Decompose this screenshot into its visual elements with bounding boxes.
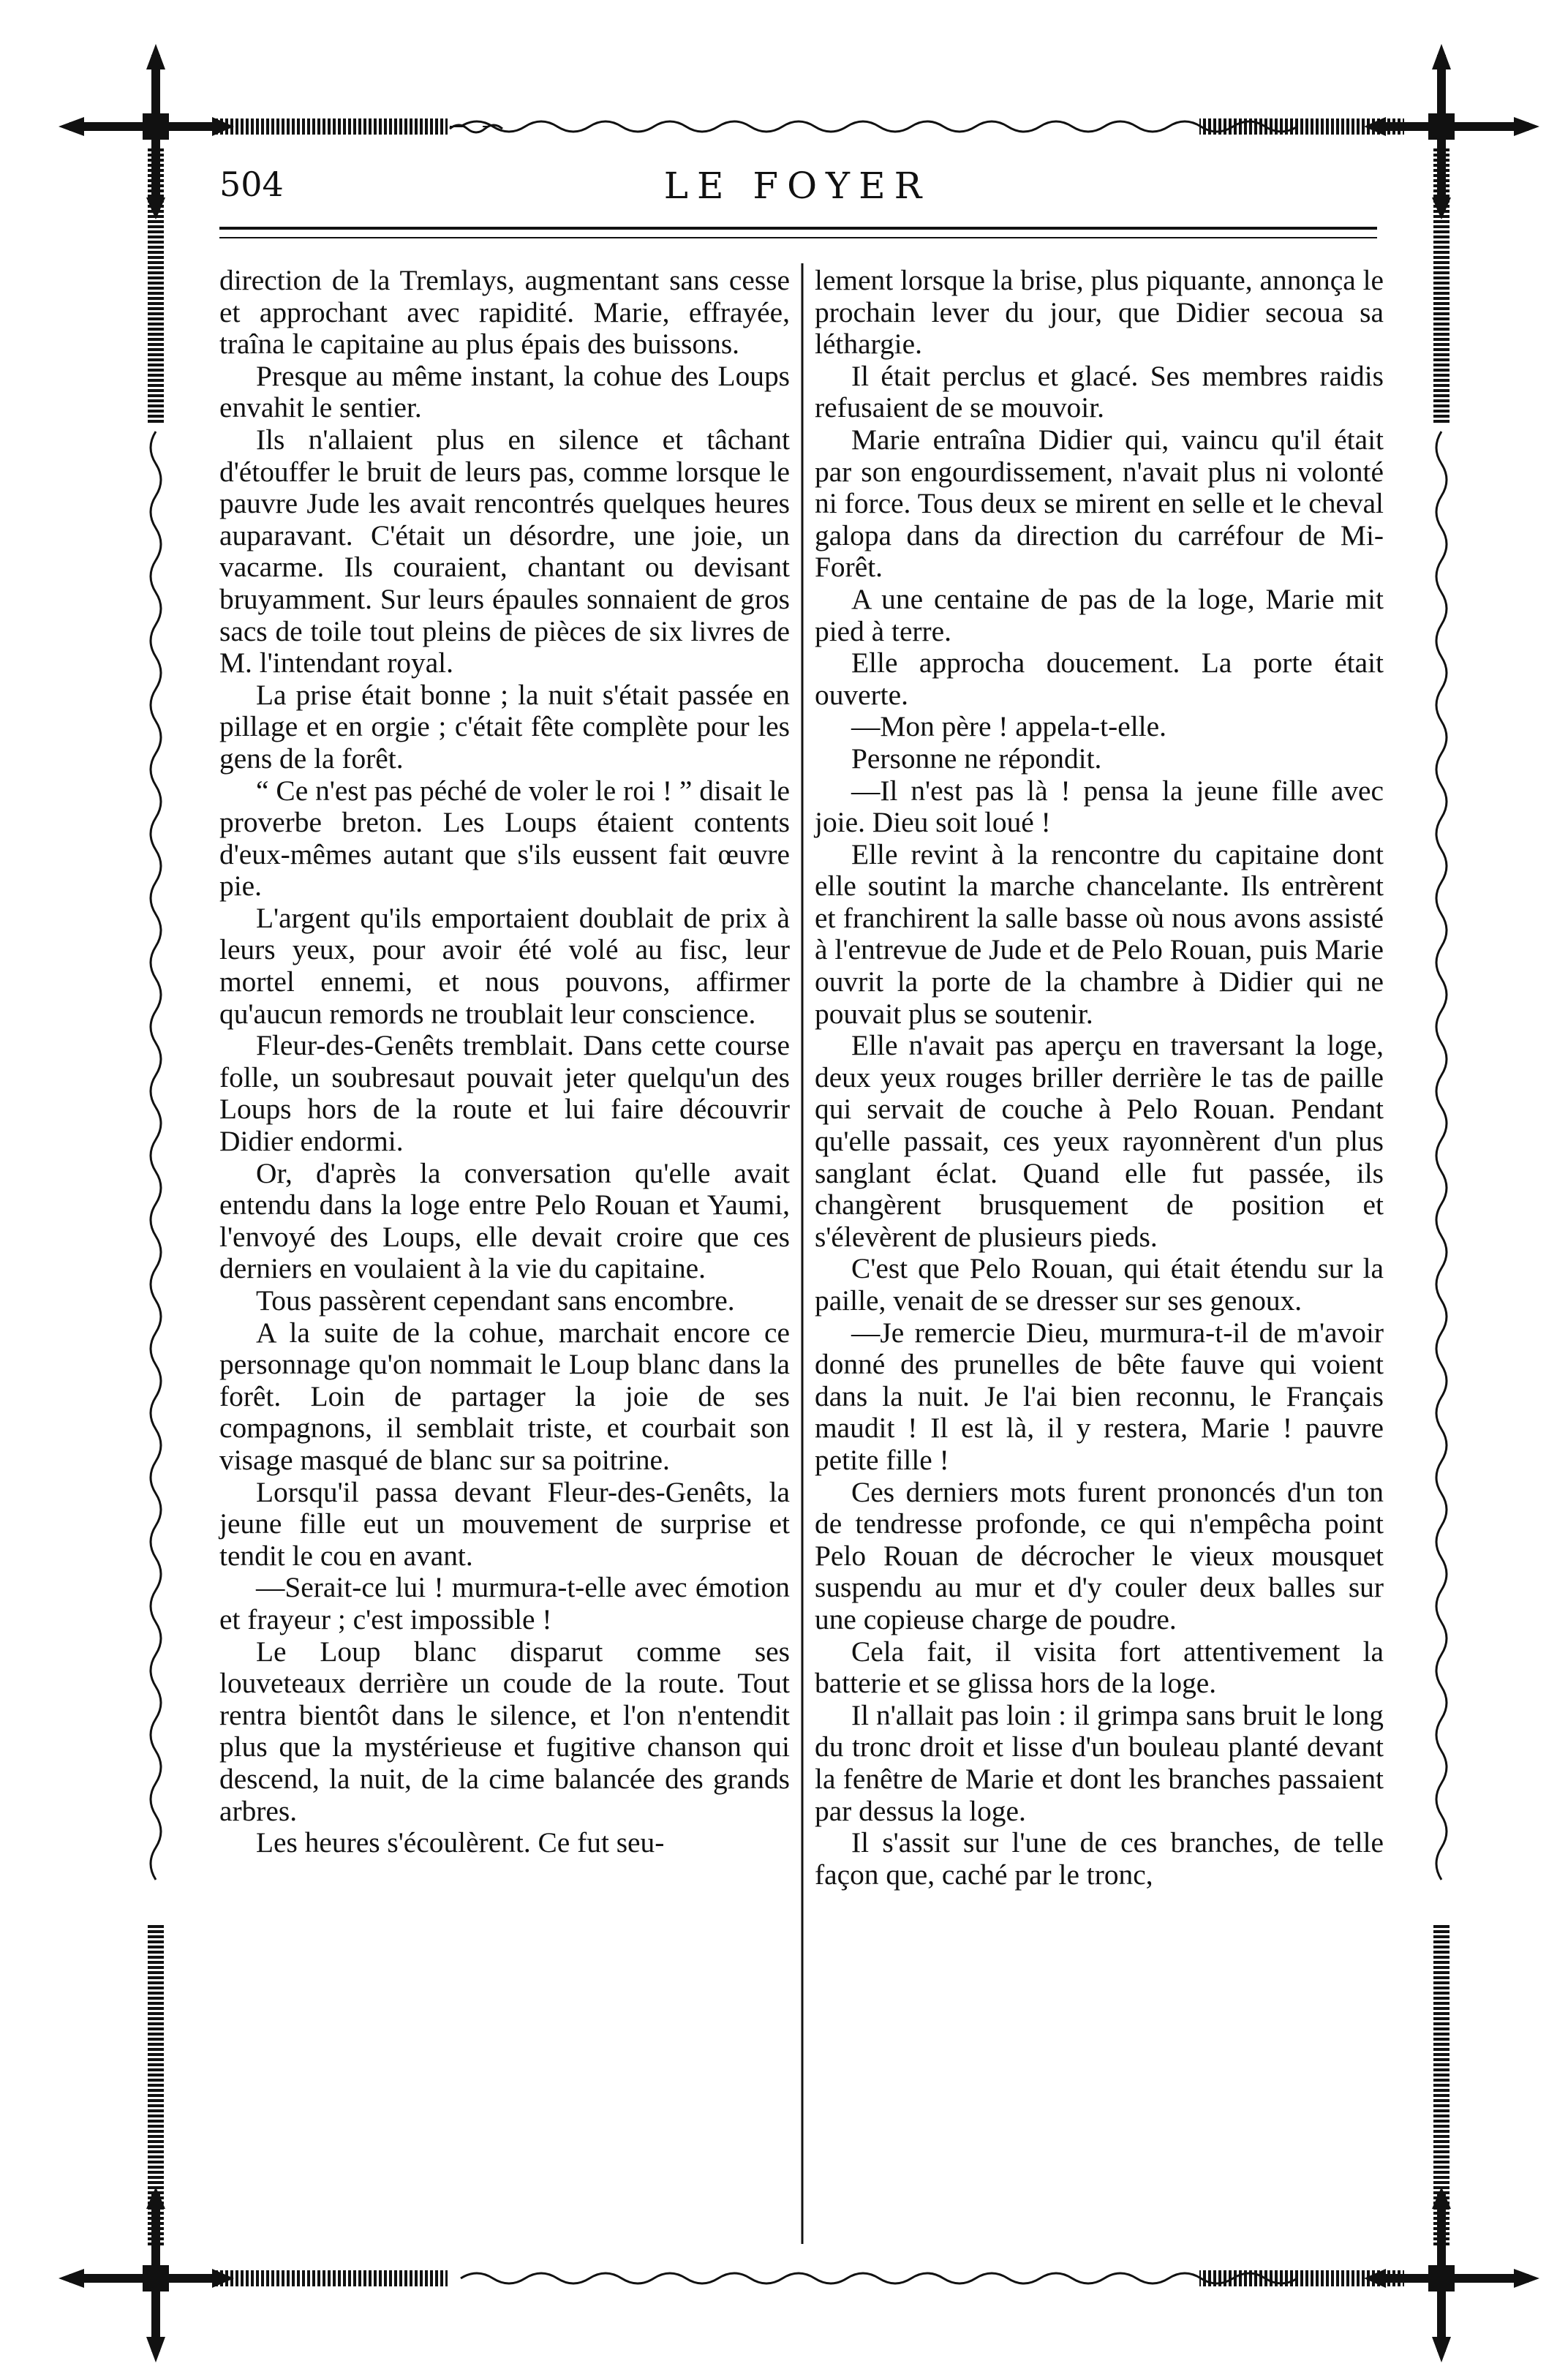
paragraph: Il s'assit sur l'une de ces branches, de telle façon que, caché par le tronc, bbox=[815, 1826, 1384, 1891]
page-header bbox=[219, 165, 1375, 216]
paragraph: Fleur-des-Genêts tremblait. Dans cette course folle, un soubresaut pouvait jeter quelqu'un des Loups hors de la route et lui faire découvrir Didier endormi. bbox=[219, 1029, 790, 1158]
paragraph: Ils n'allaient plus en silence et tâchant d'étouffer le bruit de leurs pas, comme lorsque le pauvre Jude les avait rencontrés quelques heures auparavant. C'était un désordre, une joie, un vacarme. Ils couraient, chantant ou devisant bruyamment. Sur leurs épaules sonnaient de gros sacs de toile tout pleins de pièces de six livres de M. l'intendant royal. bbox=[219, 423, 790, 679]
paragraph: Cela fait, il visita fort attentivement la batterie et se glissa hors de la loge. bbox=[815, 1635, 1384, 1700]
paragraph: Or, d'après la conversation qu'elle avait entendu dans la loge entre Pelo Rouan et Yaumi, l'envoyé des Loups, elle devait croire que ces derniers en voulaient à la vie du capitaine. bbox=[219, 1156, 790, 1285]
paragraph: —Il n'est pas là ! pensa la jeune fille avec joie. Dieu soit loué ! bbox=[815, 774, 1384, 839]
left-column bbox=[219, 265, 790, 1859]
top-border bbox=[214, 118, 1404, 135]
paragraph: Les heures s'écoulèrent. Ce fut seu- bbox=[256, 1826, 665, 1859]
paragraph: Il n'allait pas loin : il grimpa sans bruit le long du tronc droit et lisse d'un bouleau planté devant la fenêtre de Marie et dont les branches passaient par dessus la loge. bbox=[815, 1698, 1384, 1827]
paragraph: —Je remercie Dieu, murmura-t-il de m'avoir donné des prunelles de bête fauve qui voient dans la nuit. Je l'ai bien reconnu, le Français maudit ! Il est là, il y restera, Marie ! pauvre petite fille ! bbox=[815, 1316, 1384, 1476]
corner-ornament-top-left bbox=[59, 44, 234, 219]
paragraph: Ces derniers mots furent prononcés d'un ton de tendresse profonde, ce qui n'empêcha point Pelo Rouan de décrocher le vieux mousquet suspendu au mur et d'y couler deux balles sur une copieuse charge de poudre. bbox=[815, 1475, 1384, 1635]
paragraph: Presque au même instant, la cohue des Loups envahit le sentier. bbox=[219, 359, 790, 424]
paragraph: direction de la Tremlays, augmentant sans cesse et approchant avec rapidité. Marie, effrayée, traîna le capitaine au plus épais des buissons. bbox=[219, 264, 790, 361]
paragraph: lement lorsque la brise, plus piquante, annonça le prochain lever du jour, que Didier secoua sa léthargie. bbox=[815, 264, 1384, 361]
paragraph: A une centaine de pas de la loge, Marie mit pied à terre. bbox=[815, 582, 1384, 647]
paragraph: —Mon père ! appela-t-elle. bbox=[851, 710, 1166, 743]
page-number: 504 bbox=[219, 165, 284, 204]
paragraph: L'argent qu'ils emportaient doublait de prix à leurs yeux, pour avoir été volé au fisc, leur mortel ennemi, et nous pouvons, affirmer qu'aucun remords ne troublait leur conscience. bbox=[219, 901, 790, 1030]
paragraph: Elle revint à la rencontre du capitaine dont elle soutint la marche chancelante. Ils entrèrent et franchirent la salle basse où nous avons assisté à l'entrevue de Jude et de Pelo Rouan, puis Marie ouvrit la porte de la chambre à Didier qui ne pouvait plus se soutenir. bbox=[815, 837, 1384, 1030]
paragraph: Lorsqu'il passa devant Fleur-des-Genêts, la jeune fille eut un mouvement de surprise et tendit le cou en avant. bbox=[219, 1475, 790, 1572]
bottom-border bbox=[214, 2270, 1404, 2286]
paragraph: Elle approcha doucement. La porte était ouverte. bbox=[815, 647, 1384, 711]
right-column bbox=[815, 265, 1384, 1891]
paragraph: Personne ne répondit. bbox=[851, 742, 1102, 775]
corner-ornament-bottom-right bbox=[1364, 2187, 1539, 2362]
paragraph: Le Loup blanc disparut comme ses louveteaux derrière un coude de la route. Tout rentra bientôt dans le silence, et l'on n'entendit plus que la mystérieuse et fugitive chanson qui descend, la nuit, de la cime balancée des grands arbres. bbox=[219, 1635, 790, 1827]
left-border bbox=[148, 146, 164, 2245]
paragraph: C'est que Pelo Rouan, qui était étendu sur la paille, venait de se dresser sur ses genoux. bbox=[815, 1252, 1384, 1317]
running-title: LE FOYER bbox=[663, 165, 931, 207]
paragraph: Marie entraîna Didier qui, vaincu qu'il était par son engourdissement, n'avait plus ni volonté ni force. Tous deux se mirent en selle et le cheval galopa dans da direction du carréfour de Mi-Forêt. bbox=[815, 423, 1384, 584]
paragraph: “ Ce n'est pas péché de voler le roi ! ” disait le proverbe breton. Les Loups étaient contents d'eux-mêmes autant que s'ils eussent fait œuvre pie. bbox=[219, 774, 790, 903]
right-border bbox=[1433, 146, 1449, 2245]
paragraph: —Serait-ce lui ! murmura-t-elle avec émotion et frayeur ; c'est impossible ! bbox=[219, 1571, 790, 1635]
paragraph: A la suite de la cohue, marchait encore ce personnage qu'on nommait le Loup blanc dans la forêt. Loin de partager la joie de ses compagnons, il semblait triste, et courbait son visage masqué de blanc sur sa poitrine. bbox=[219, 1316, 790, 1476]
paragraph: La prise était bonne ; la nuit s'était passée en pillage et en orgie ; c'était fête complète pour les gens de la forêt. bbox=[219, 678, 790, 775]
paragraph: Elle n'avait pas aperçu en traversant la loge, deux yeux rouges briller derrière le tas de paille qui servait de couche à Pelo Rouan. Pendant qu'elle passait, ces yeux rayonnèrent d'un plus sanglant éclat. Quand elle fut passée, ils changèrent brusquement de position et s'élevèrent de plusieurs pieds. bbox=[815, 1029, 1384, 1253]
paragraph: Tous passèrent cependant sans encombre. bbox=[256, 1284, 735, 1317]
paragraph: Il était perclus et glacé. Ses membres raidis refusaient de se mouvoir. bbox=[815, 359, 1384, 424]
corner-ornament-bottom-left bbox=[59, 2187, 234, 2362]
